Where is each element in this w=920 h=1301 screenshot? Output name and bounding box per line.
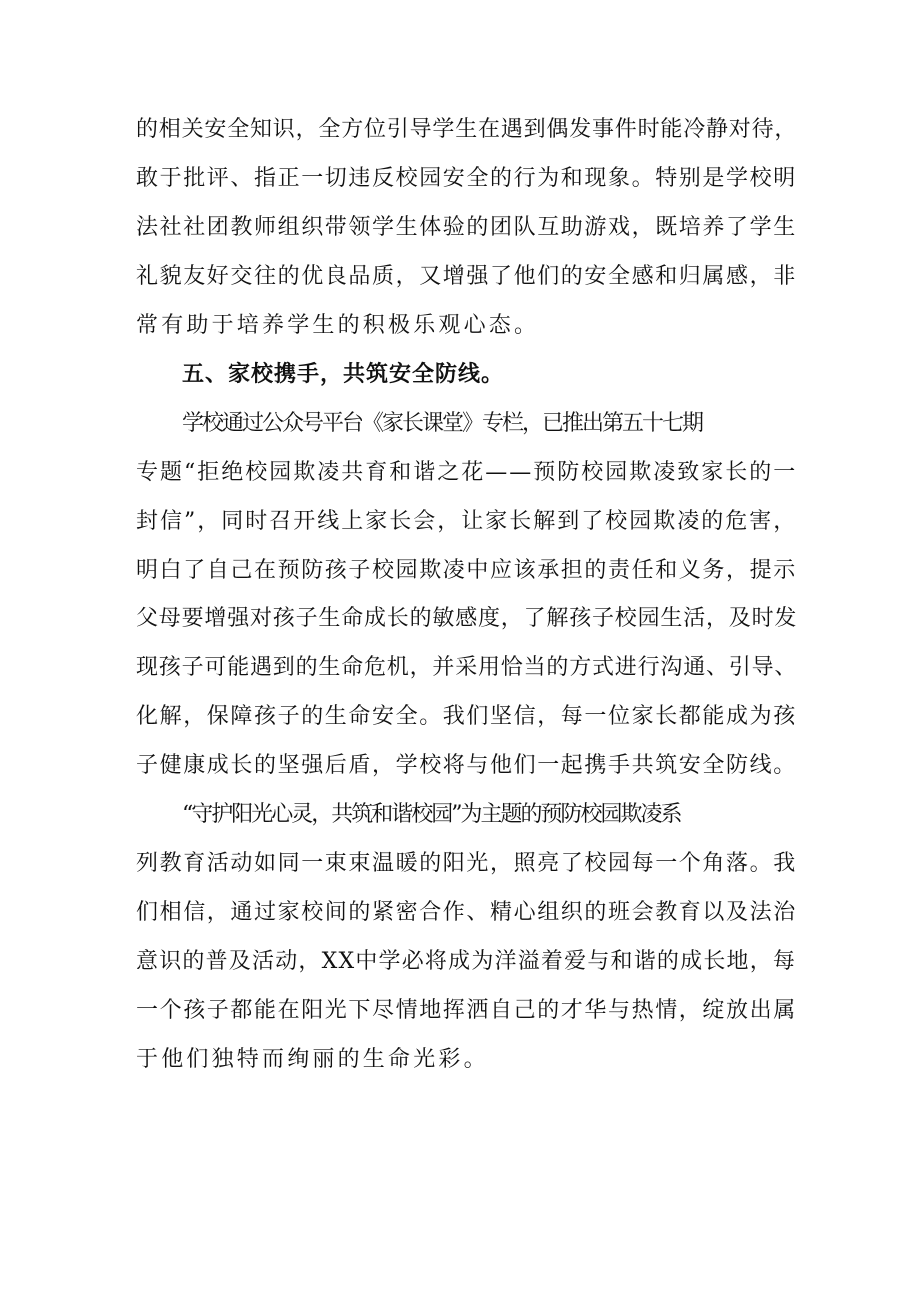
paragraph-line: 明白了自己在预防孩子校园欺凌中应该承担的责任和义务，提示	[136, 558, 797, 583]
paragraph-line: 一个孩子都能在阳光下尽情地挥洒自己的才华与热情，绽放出属	[136, 998, 797, 1023]
paragraph-line: 专题“拒绝校园欺凌共育和谐之花——预防校园欺凌致家长的一	[136, 460, 798, 485]
paragraph-line: 封信”，同时召开线上家长会，让家长解到了校园欺凌的危害，	[136, 509, 798, 534]
paragraph-line: 化解，保障孩子的生命安全。我们坚信，每一位家长都能成为孩	[136, 704, 797, 729]
paragraph-line: 礼貌友好交往的优良品质，又增强了他们的安全感和归属感，非	[136, 264, 797, 289]
paragraph-line: 父母要增强对孩子生命成长的敏感度，了解孩子校园生活，及时发	[136, 606, 798, 631]
paragraph-line: 现孩子可能遇到的生命危机，并采用恰当的方式进行沟通、引导、	[136, 655, 798, 680]
paragraph-line: 法社社团教师组织带领学生体验的团队互助游戏，既培养了学生	[136, 215, 797, 240]
paragraph-line: 常有助于培养学生的积极乐观心态。	[136, 313, 540, 338]
paragraph-line: 列教育活动如同一束束温暖的阳光，照亮了校园每一个角落。我	[136, 851, 797, 876]
section-heading: 五、家校携手，共筑安全防线。	[182, 362, 505, 387]
paragraph-line: 敢于批评、指正一切违反校园安全的行为和现象。特别是学校明	[136, 166, 797, 191]
paragraph-line: 学校通过公众号平台《家长课堂》专栏，已推出第五十七期	[182, 411, 703, 436]
paragraph-line: 意识的普及活动，XX中学必将成为洋溢着爱与和谐的成长地，每	[136, 949, 797, 974]
paragraph-line: 子健康成长的坚强后盾，学校将与他们一起携手共筑安全防线。	[136, 753, 797, 778]
paragraph-line: 的相关安全知识，全方位引导学生在遇到偶发事件时能冷静对待，	[136, 117, 798, 142]
paragraph-line: “守护阳光心灵，共筑和谐校园”为主题的预防校园欺凌系	[182, 802, 681, 827]
paragraph-line: 于他们独特而绚丽的生命光彩。	[136, 1047, 489, 1072]
paragraph-line: 们相信，通过家校间的紧密合作、精心组织的班会教育以及法治	[136, 900, 797, 925]
